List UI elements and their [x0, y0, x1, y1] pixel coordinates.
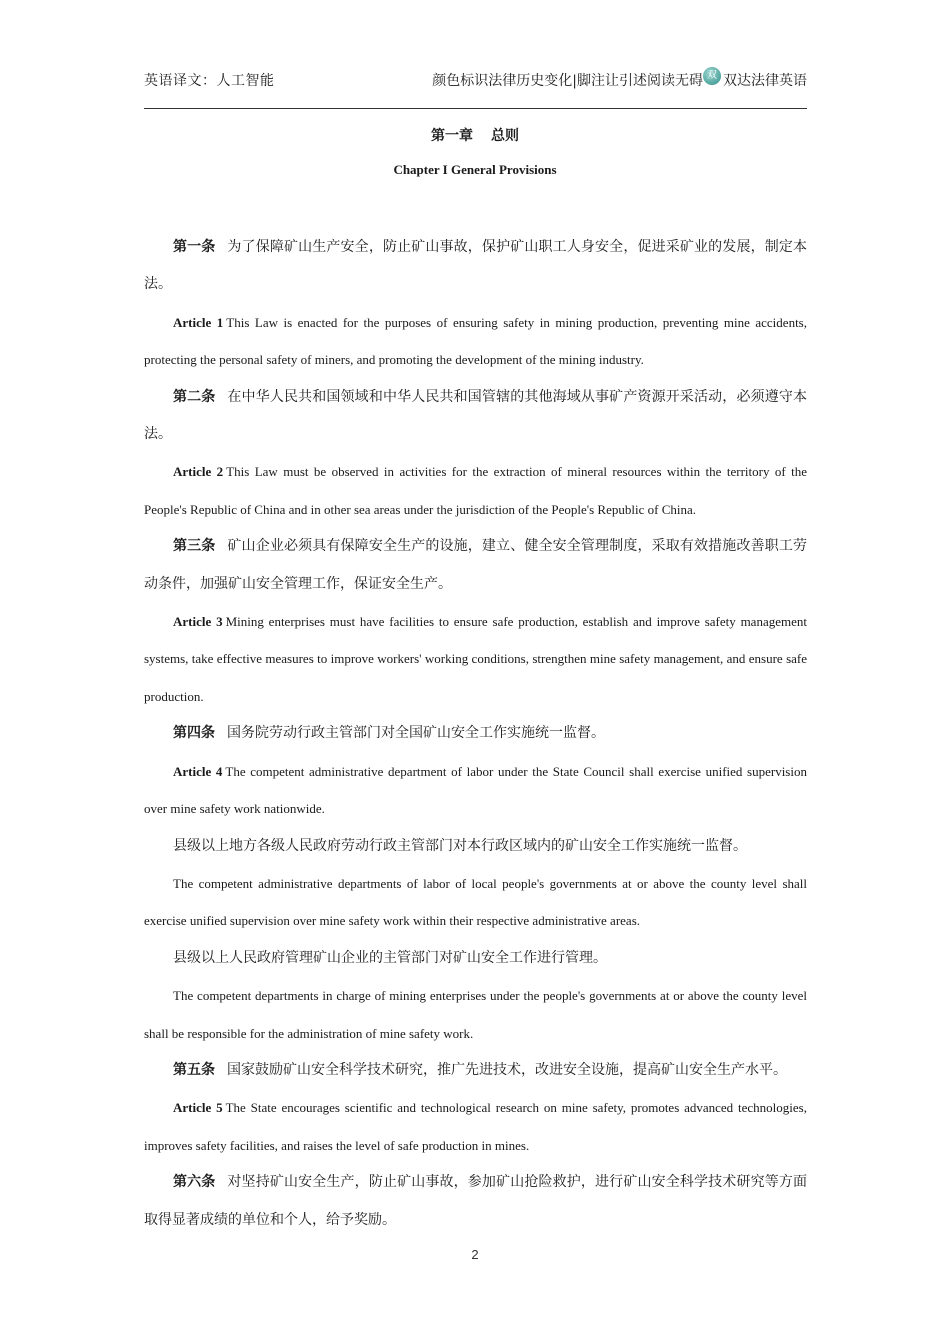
- page-number: 2: [471, 1247, 479, 1262]
- article-paragraph-zh: [144, 1052, 807, 1089]
- clause-text: The competent administrative departments of labor of local people's governments at or above the county level shall exercise unified supervision over mine safety work within their respective administrative areas.: [144, 875, 807, 929]
- article-text: Mining enterprises must have facilities to ensure safe production, establish and improve safety management systems, take effective measures to improve workers' working conditions, strengthen mine safety management, and ensure safe production.: [144, 614, 807, 704]
- header-divider: [144, 108, 807, 109]
- header-brand-name: 双达法律英语: [723, 73, 807, 89]
- clause-paragraph-en: [144, 977, 807, 1052]
- chapter-name-zh: 总则: [491, 128, 519, 144]
- article-text: 为了保障矿山生产安全，防止矿山事故，保护矿山职工人身安全，促进采矿业的发展，制定本法。: [144, 239, 808, 293]
- chapter-title-en: Chapter I General Provisions: [393, 162, 557, 177]
- article-text: The competent administrative department of labor under the State Council shall exercise unified supervision over mine safety work nationwide.: [144, 763, 807, 817]
- article-number: Article 2: [173, 464, 224, 480]
- article-paragraph-en: [144, 453, 807, 528]
- article-paragraph-en: [144, 603, 807, 715]
- article-paragraph-zh: [144, 528, 807, 603]
- article-paragraph-zh: [144, 1164, 807, 1239]
- clause-paragraph-en: [144, 865, 807, 940]
- brand-logo-icon: 双: [703, 67, 721, 85]
- article-paragraph-en: [144, 304, 807, 379]
- article-paragraph-zh: [144, 229, 807, 304]
- header-tagline: 颜色标识法律历史变化|脚注让引述阅读无碍: [432, 73, 703, 89]
- clause-text: 县级以上地方各级人民政府劳动行政主管部门对本行政区域内的矿山安全工作实施统一监督。: [173, 837, 747, 854]
- clause-paragraph-zh: [144, 828, 807, 865]
- article-paragraph-en: [144, 753, 807, 828]
- chapter-number-zh: 第一章: [431, 128, 473, 144]
- article-text: 在中华人民共和国领域和中华人民共和国管辖的其他海域从事矿产资源开采活动，必须遵守本法。: [144, 388, 808, 443]
- article-number: Article 5: [173, 1100, 223, 1116]
- clause-text: 县级以上人民政府管理矿山企业的主管部门对矿山安全工作进行管理。: [173, 949, 607, 966]
- article-text: 国家鼓励矿山安全科学技术研究，推广先进技术，改进安全设施，提高矿山安全生产水平。: [227, 1061, 787, 1078]
- article-number: 第二条: [173, 388, 216, 405]
- article-number: 第六条: [173, 1174, 216, 1191]
- header-document-type: 英语译文：人工智能: [144, 73, 275, 89]
- article-number: 第四条: [173, 725, 215, 742]
- clause-text: The competent departments in charge of mining enterprises under the people's governments at or above the county level shall be responsible for the administration of mine safety work.: [144, 988, 807, 1041]
- article-text: 对坚持矿山安全生产，防止矿山事故，参加矿山抢险救护，进行矿山安全科学技术研究等方面取得显著成绩的单位和个人，给予奖励。: [144, 1174, 808, 1228]
- article-number: 第三条: [173, 538, 216, 555]
- article-text: 矿山企业必须具有保障安全生产的设施，建立、健全安全管理制度，采取有效措施改善职工劳动条件，加强矿山安全管理工作，保证安全生产。: [144, 538, 808, 592]
- article-number: 第五条: [173, 1061, 215, 1078]
- page-header: [144, 70, 807, 94]
- article-text: 国务院劳动行政主管部门对全国矿山安全工作实施统一监督。: [227, 725, 605, 742]
- article-number: 第一条: [173, 239, 216, 255]
- article-text: This Law must be observed in activities for the extraction of mineral resources within the territory of the People's Republic of China and in other sea areas under the jurisdiction of the People's Republic of China.: [144, 464, 807, 517]
- clause-paragraph-zh: [144, 940, 807, 977]
- chapter-title-zh: [0, 125, 950, 145]
- article-number: Article 3: [173, 614, 223, 630]
- document-body: [144, 229, 807, 1239]
- header-branding: [432, 70, 807, 90]
- article-paragraph-zh: [144, 379, 807, 454]
- article-number: Article 1: [173, 314, 224, 330]
- article-text: The State encourages scientific and technological research on mine safety, promotes advanced technologies, improves safety facilities, and raises the level of safe production in mines.: [144, 1100, 807, 1153]
- article-paragraph-zh: [144, 715, 807, 752]
- article-number: Article 4: [173, 763, 223, 779]
- article-paragraph-en: [144, 1089, 807, 1164]
- article-text: This Law is enacted for the purposes of ensuring safety in mining production, preventing mine accidents, protecting the personal safety of miners, and promoting the development of the mining industry.: [144, 314, 807, 368]
